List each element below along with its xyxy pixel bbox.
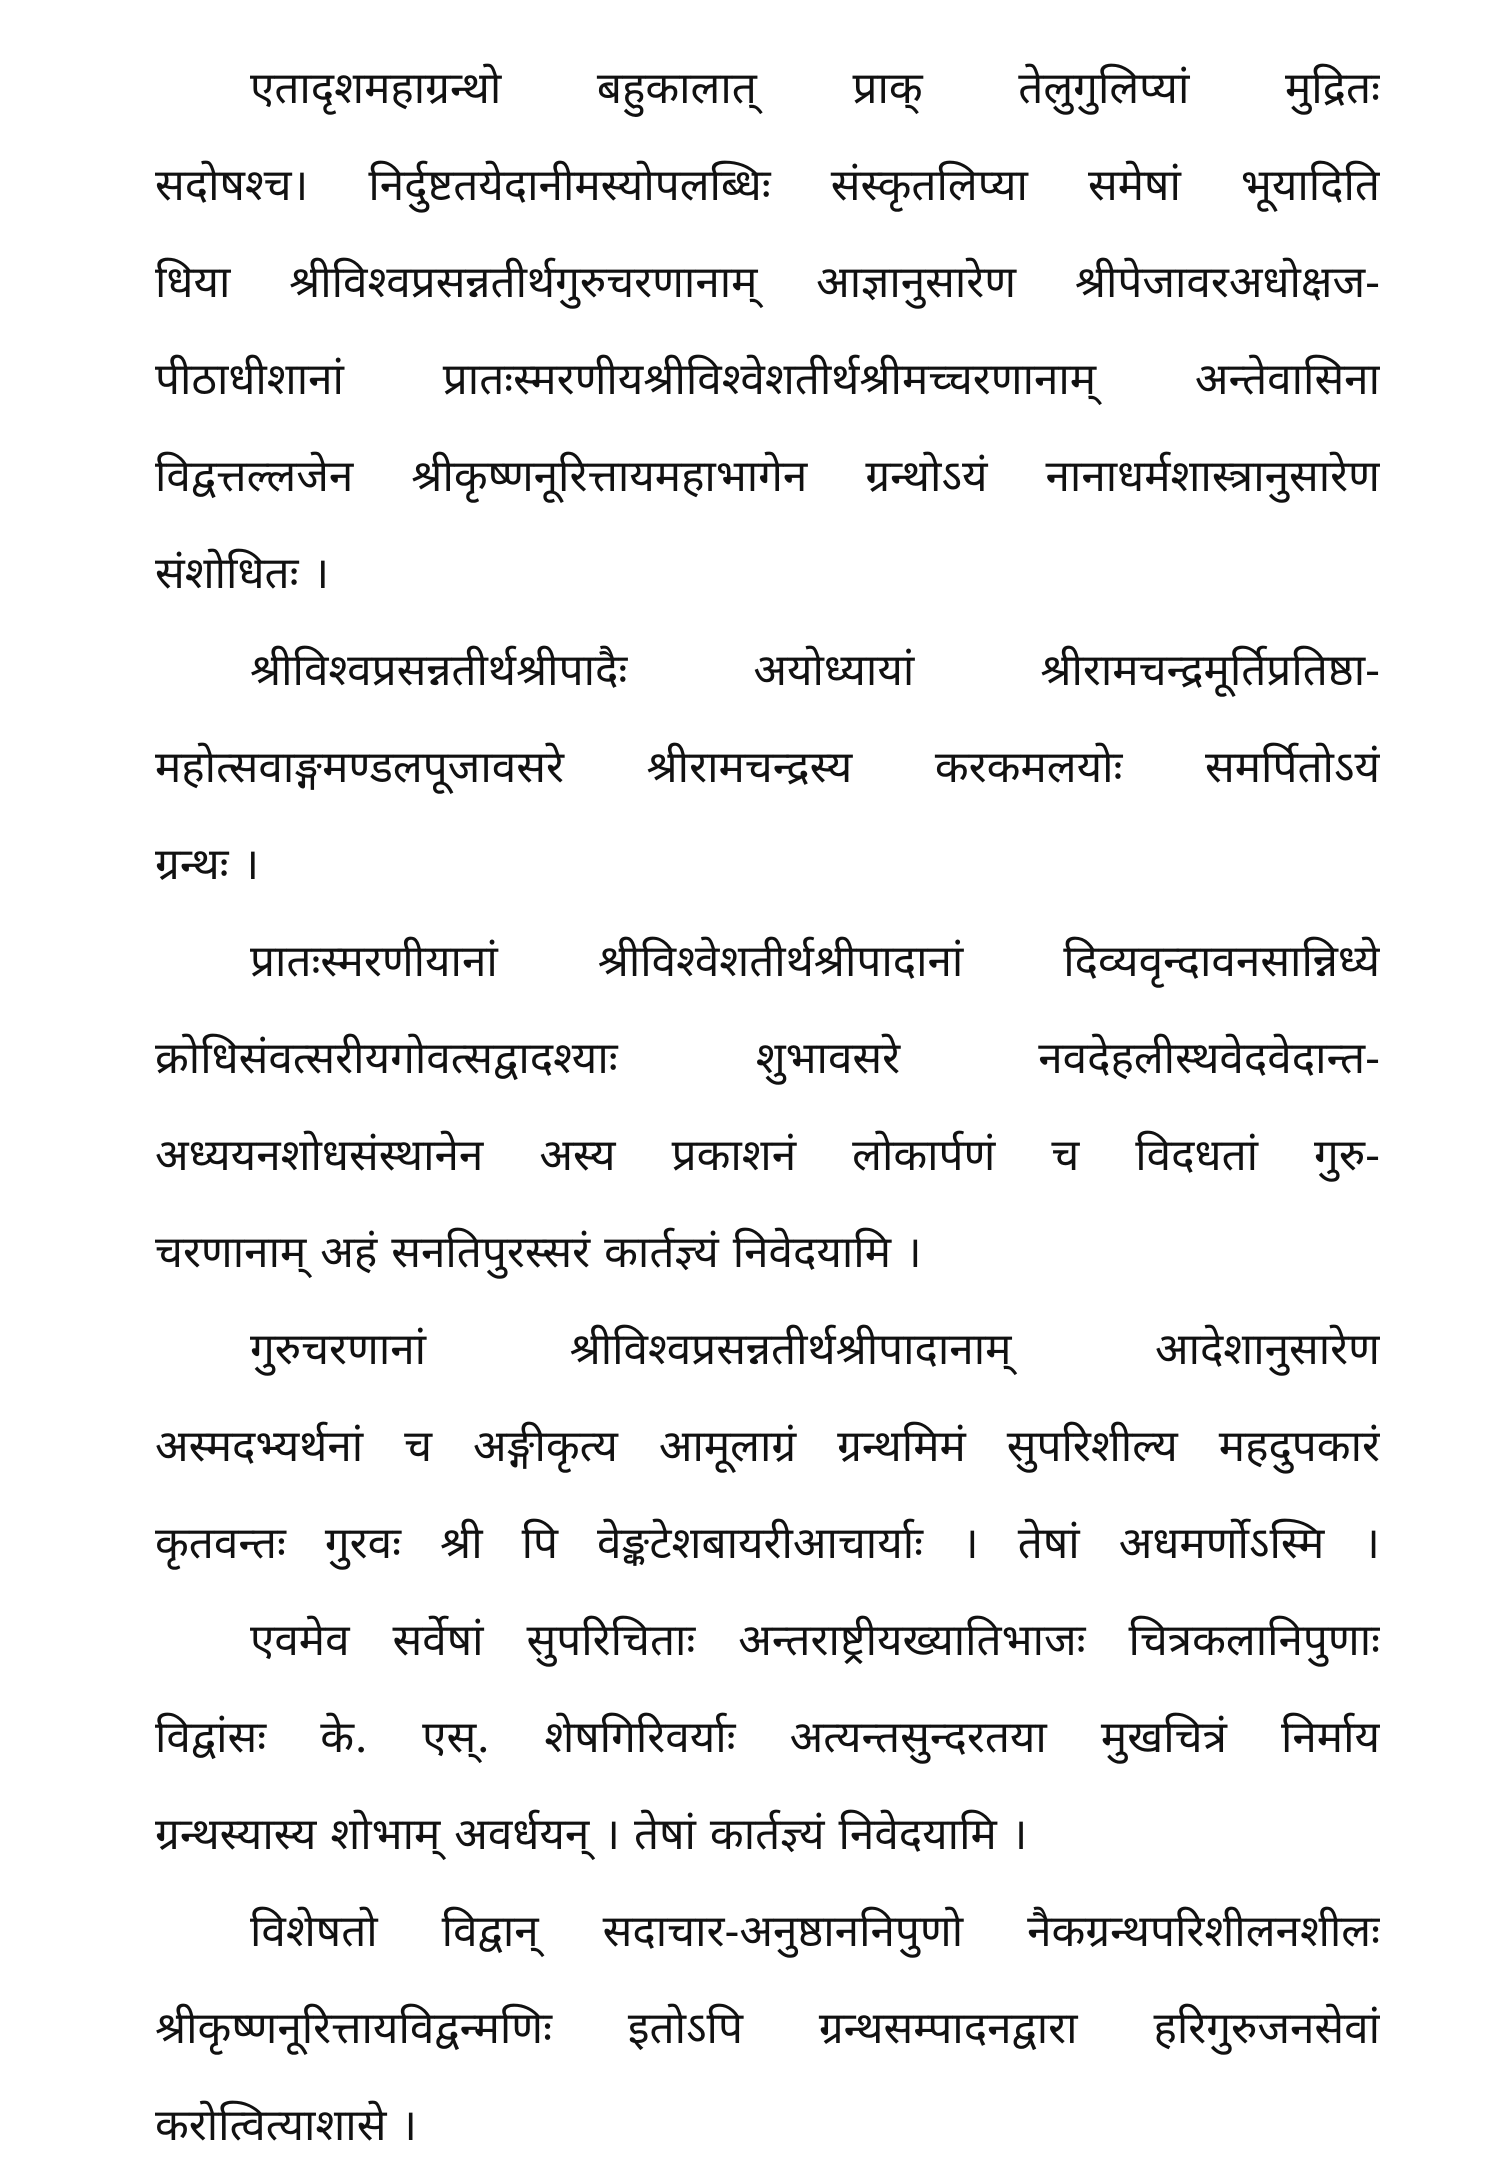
text-line: सदोषश्च। निर्दुष्टतयेदानीमस्योपलब्धिः संस्कृतलिप्या समेषां भूयादिति	[155, 160, 1380, 211]
text-line: ग्रन्थस्यास्य शोभाम् अवर्धयन् । तेषां कार्तज्ञ्यं निवेदयामि ।	[155, 1809, 1028, 1860]
text-line: क्रोधिसंवत्सरीयगोवत्सद्वादश्याः शुभावसरे नवदेहलीस्थवेदवेदान्त-	[155, 1033, 1380, 1084]
text-line: अध्ययनशोधसंस्थानेन अस्य प्रकाशनं लोकार्पणं च विदधतां गुरु-	[155, 1130, 1380, 1181]
text-line: पीठाधीशानां प्रातःस्मरणीयश्रीविश्वेशतीर्थश्रीमच्चरणानाम् अन्तेवासिना	[155, 354, 1380, 405]
text-line: श्रीविश्वप्रसन्नतीर्थश्रीपादैः अयोध्यायां श्रीरामचन्द्रमूर्तिप्रतिष्ठा-	[250, 645, 1380, 696]
text-line: ग्रन्थः ।	[155, 839, 260, 890]
paragraph	[155, 622, 1380, 913]
text-line: विशेषतो विद्वान् सदाचार-अनुष्ठाननिपुणो नैकग्रन्थपरिशीलनशीलः	[250, 1906, 1380, 1957]
document-page	[155, 40, 1380, 2151]
paragraph	[155, 1592, 1380, 1883]
text-line: श्रीकृष्णनूरित्तायविद्वन्मणिः इतोऽपि ग्रन्थसम्पादनद्वारा हरिगुरुजनसेवां	[155, 2003, 1380, 2054]
text-line: करोत्वित्याशासे ।	[155, 2100, 418, 2151]
text-line: एवमेव सर्वेषां सुपरिचिताः अन्तराष्ट्रीयख्यातिभाजः चित्रकलानिपुणाः	[250, 1615, 1380, 1666]
text-line: महोत्सवाङ्गमण्डलपूजावसरे श्रीरामचन्द्रस्य करकमलयोः समर्पितोऽयं	[155, 742, 1380, 793]
text-line: विद्वांसः के. एस्. शेषगिरिवर्याः अत्यन्तसुन्दरतया मुखचित्रं निर्माय	[155, 1712, 1380, 1763]
paragraph	[155, 913, 1380, 1301]
paragraph	[155, 40, 1380, 622]
text-line: धिया श्रीविश्वप्रसन्नतीर्थगुरुचरणानाम् आज्ञानुसारेण श्रीपेजावरअधोक्षज-	[155, 257, 1380, 308]
text-line: संशोधितः ।	[155, 548, 330, 599]
text-line: प्रातःस्मरणीयानां श्रीविश्वेशतीर्थश्रीपादानां दिव्यवृन्दावनसान्निध्ये	[250, 936, 1380, 987]
text-line: विद्वत्तल्लजेन श्रीकृष्णनूरित्तायमहाभागेन ग्रन्थोऽयं नानाधर्मशास्त्रानुसारेण	[155, 451, 1380, 502]
paragraph	[155, 1301, 1380, 1592]
paragraph	[155, 1883, 1380, 2174]
text-line: कृतवन्तः गुरवः श्री पि वेङ्कटेशबायरीआचार्याः । तेषां अधमर्णोऽस्मि ।	[155, 1518, 1380, 1569]
text-line: गुरुचरणानां श्रीविश्वप्रसन्नतीर्थश्रीपादानाम् आदेशानुसारेण	[250, 1324, 1380, 1375]
text-line: अस्मदभ्यर्थनां च अङ्गीकृत्य आमूलाग्रं ग्रन्थमिमं सुपरिशील्य महदुपकारं	[155, 1421, 1380, 1472]
text-line: चरणानाम् अहं सनतिपुरस्सरं कार्तज्ञ्यं निवेदयामि ।	[155, 1227, 922, 1278]
text-line: एतादृशमहाग्रन्थो बहुकालात् प्राक् तेलुगुलिप्यां मुद्रितः	[250, 63, 1380, 114]
